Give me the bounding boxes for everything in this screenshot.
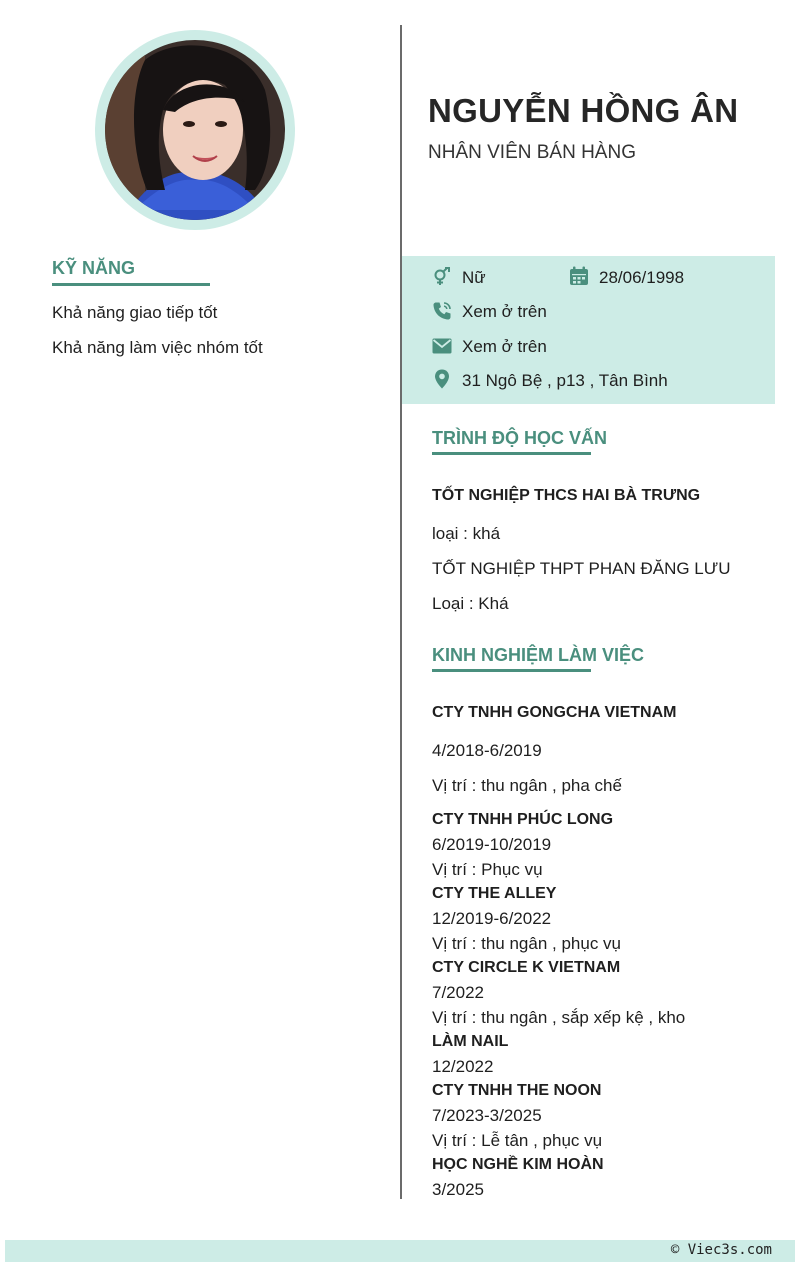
phone-value: Xem ở trên (462, 302, 547, 321)
education-grade: loại : khá (432, 524, 501, 543)
experience-company: CTY THE ALLEY (432, 885, 557, 902)
calendar-icon (569, 266, 589, 286)
phone-icon (432, 301, 452, 321)
experience-dates: 12/2022 (432, 1057, 494, 1076)
experience-dates: 7/2023-3/2025 (432, 1106, 542, 1125)
experience-dates: 6/2019-10/2019 (432, 835, 552, 854)
experience-dates: 7/2022 (432, 983, 484, 1002)
avatar (105, 40, 285, 220)
birthdate-value: 28/06/1998 (599, 268, 685, 287)
gender-value: Nữ (462, 268, 486, 287)
experience-company: CTY CIRCLE K VIETNAM (432, 959, 621, 976)
experience-dates: 12/2019-6/2022 (432, 909, 552, 928)
experience-title: KINH NGHIỆM LÀM VIỆC (432, 645, 645, 665)
full-name: NGUYỄN HỒNG ÂN (428, 92, 739, 129)
experience-company: CTY TNHH GONGCHA VIETNAM (432, 704, 677, 721)
experience-underline (432, 669, 591, 672)
experience-company: CTY TNHH THE NOON (432, 1082, 602, 1099)
experience-company: CTY TNHH PHÚC LONG (432, 811, 614, 828)
skills-underline (52, 283, 210, 286)
experience-role: Vị trí : Phục vụ (432, 860, 543, 879)
education-grade: Loại : Khá (432, 594, 509, 613)
job-title: NHÂN VIÊN BÁN HÀNG (428, 142, 636, 163)
experience-company: HỌC NGHỀ KIM HOÀN (432, 1156, 604, 1173)
education-underline (432, 452, 591, 455)
column-divider (400, 25, 402, 1199)
avatar-photo (105, 40, 285, 220)
experience-company: LÀM NAIL (432, 1033, 509, 1050)
skill-item: Khả năng làm việc nhóm tốt (52, 338, 263, 357)
education-school: TỐT NGHIỆP THCS HAI BÀ TRƯNG (432, 487, 701, 504)
footer-credit[interactable]: © Viec3s.com (670, 1242, 772, 1258)
experience-dates: 3/2025 (432, 1180, 484, 1199)
location-icon (432, 369, 452, 389)
experience-dates: 4/2018-6/2019 (432, 741, 542, 760)
skills-title: KỸ NĂNG (52, 258, 136, 278)
experience-role: Vị trí : thu ngân , pha chế (432, 776, 622, 795)
gender-icon (432, 267, 452, 287)
experience-role: Vị trí : thu ngân , phục vụ (432, 934, 622, 953)
education-title: TRÌNH ĐỘ HỌC VẤN (432, 428, 607, 448)
email-value: Xem ở trên (462, 337, 547, 356)
email-icon (432, 336, 452, 356)
experience-role: Vị trí : Lễ tân , phục vụ (432, 1131, 603, 1150)
experience-role: Vị trí : thu ngân , sắp xếp kệ , kho (432, 1008, 686, 1027)
skill-item: Khả năng giao tiếp tốt (52, 303, 218, 322)
education-school: TỐT NGHIỆP THPT PHAN ĐĂNG LƯU (432, 559, 731, 578)
address-value: 31 Ngô Bệ , p13 , Tân Bình (462, 371, 668, 390)
